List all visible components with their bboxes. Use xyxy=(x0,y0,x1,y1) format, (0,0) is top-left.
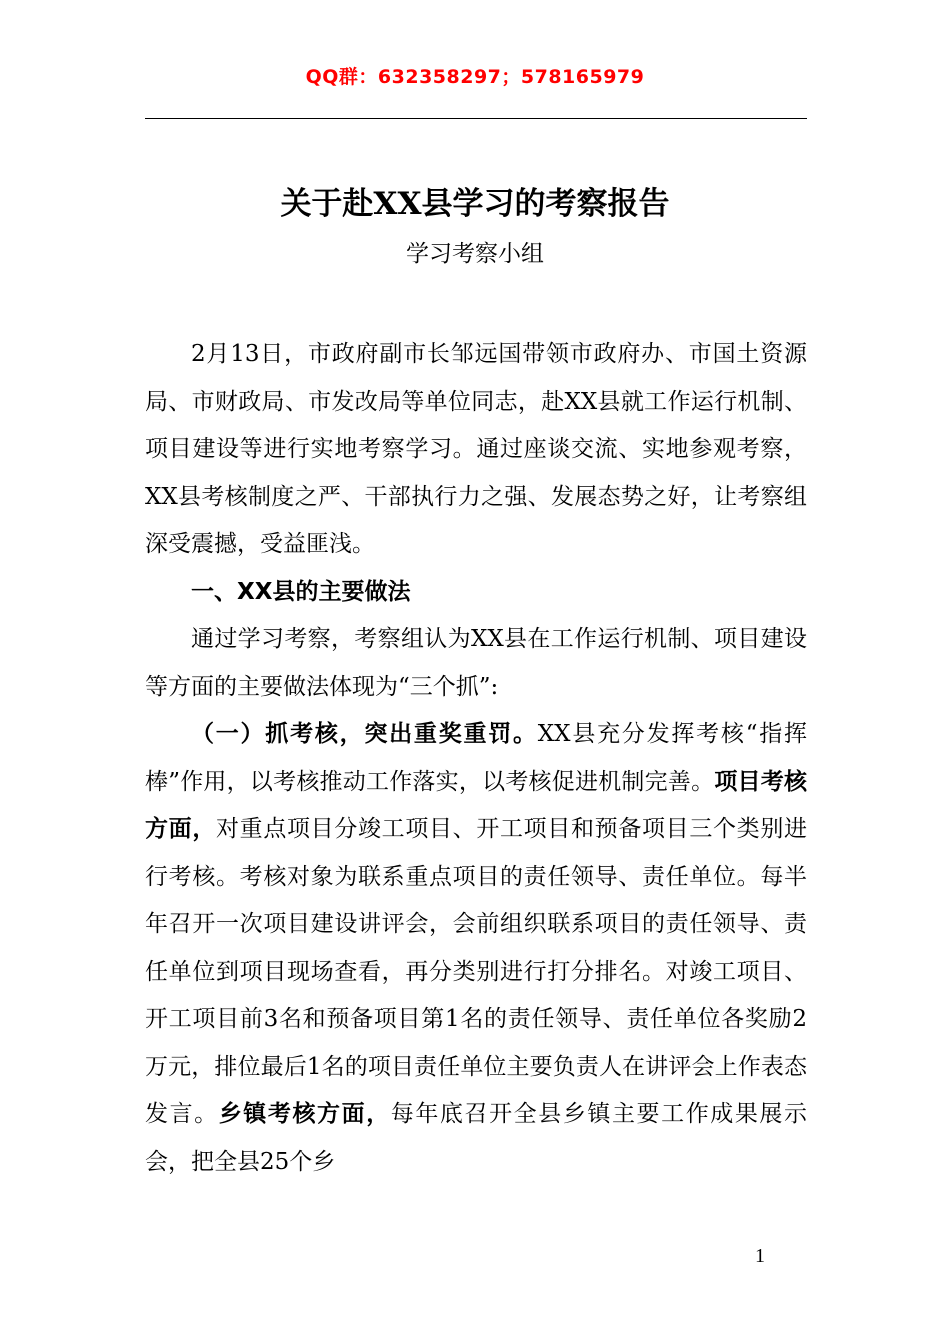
subsection-text-c: 每年底召开全县乡镇主要工作成果展示会，把全县25个乡 xyxy=(145,1101,808,1175)
subsection-lead: （一）抓考核，突出重奖重罚。 xyxy=(191,721,538,747)
paragraph-intro: 2月13日，市政府副市长邹远国带领市政府办、市国土资源局、市财政局、市发改局等单位同志，赴XX县就工作运行机制、项目建设等进行实地考察学习。通过座谈交流、实地参观考察，XX县考核制度之严、干部执行力之强、发展态势之好，让考察组深受震撼，受益匪浅。 xyxy=(145,341,807,557)
subsection-text-a: XX县充分发挥考核“指挥棒”作用，以考核推动工作落实，以考核促进机制完善。 xyxy=(145,721,808,795)
township-assessment-label: 乡镇考核方面， xyxy=(218,1101,391,1127)
subsection-text-b: 对重点项目分竣工项目、开工项目和预备项目三个类别进行考核。考核对象为联系重点项目的责任领导、责任单位。每半年召开一次项目建设讲评会，会前组织联系项目的责任领导、责任单位到项目现场查看，再分类别进行打分排名。对竣工项目、开工项目前3名和预备项目第1名的责任领导、责任单位各奖励2万元，排位最后1名的项目责任单位主要负责人在讲评会上作表态发言。 xyxy=(145,816,807,1127)
project-assessment-label: 项目考核方面， xyxy=(145,768,807,842)
document-body xyxy=(145,331,807,1186)
section-heading-1: 一、XX县的主要做法 xyxy=(191,578,411,605)
document-subtitle: 学习考察小组 xyxy=(406,241,544,267)
header-qq-group: QQ群：632358297；578165979 xyxy=(305,66,645,88)
document-title: 关于赴XX县学习的考察报告 xyxy=(280,186,670,222)
paragraph-three-grasps: 通过学习考察，考察组认为XX县在工作运行机制、项目建设等方面的主要做法体现为“三个抓”: xyxy=(145,626,807,700)
page-number: 1 xyxy=(755,1245,765,1267)
header-divider xyxy=(145,118,807,119)
paragraph-assessment xyxy=(145,711,807,1186)
